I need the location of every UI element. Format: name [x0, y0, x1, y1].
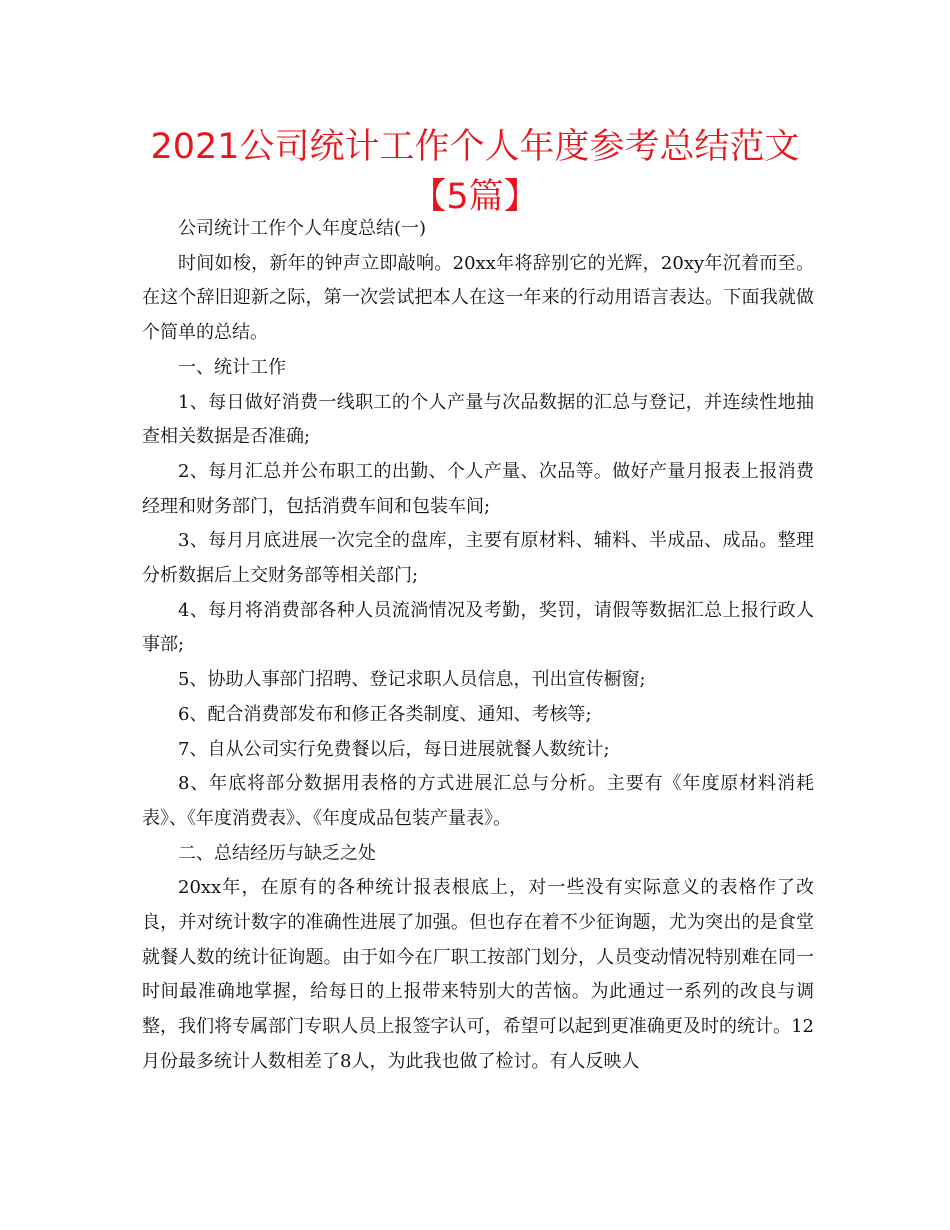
- document-body: [142, 212, 814, 1080]
- section-heading-summary: 二、总结经历与缺乏之处: [178, 842, 376, 864]
- list-item-5: 5、协助人事部门招聘、登记求职人员信息，刊出宣传橱窗;: [178, 669, 646, 691]
- document-title: 2021公司统计工作个人年度参考总结范文【5篇】: [150, 127, 800, 217]
- section-heading-1: 公司统计工作个人年度总结(一): [178, 218, 427, 239]
- list-item-1: 1、每日做好消费一线职工的个人产量与次品数据的汇总与登记，并连续性地抽查相关数据是否准确;: [142, 391, 814, 448]
- paragraph-summary: 20xx年，在原有的各种统计报表根底上，对一些没有实际意义的表格作了改良，并对统计数字的准确性进展了加强。但也存在着不少征询题，尤为突出的是食堂就餐人数的统计征询题。由于如今在厂职工按部门划分，人员变动情况特别难在同一时间最准确地掌握，给每日的上报带来特别大的苦恼。为此通过一系列的改良与调整，我们将专属部门专职人员上报签字认可，希望可以起到更准确更及时的统计。12月份最多统计人数相差了8人，为此我也做了检讨。有人反映人: [142, 877, 814, 1072]
- list-item-3: 3、每月月底进展一次完全的盘库，主要有原材料、辅料、半成品、成品。整理分析数据后上交财务部等相关部门;: [142, 530, 814, 587]
- paragraph-intro: 时间如梭，新年的钟声立即敲响。20xx年将辞别它的光辉，20xy年沉着而至。在这个辞旧迎新之际，第一次尝试把本人在这一年来的行动用语言表达。下面我就做个简单的总结。: [142, 252, 814, 344]
- list-item-4: 4、每月将消费部各种人员流淌情况及考勤，奖罚，请假等数据汇总上报行政人事部;: [142, 599, 814, 656]
- section-heading-statistics: 一、统计工作: [178, 356, 286, 378]
- list-item-2: 2、每月汇总并公布职工的出勤、个人产量、次品等。做好产量月报表上报消费经理和财务部门，包括消费车间和包装车间;: [142, 460, 814, 517]
- list-item-8: 8、年底将部分数据用表格的方式进展汇总与分析。主要有《年度原材料消耗表》、《年度消费表》、《年度成品包装产量表》。: [142, 773, 814, 829]
- list-item-7: 7、自从公司实行免费餐以后，每日进展就餐人数统计;: [178, 738, 610, 760]
- list-item-6: 6、配合消费部发布和修正各类制度、通知、考核等;: [178, 703, 592, 725]
